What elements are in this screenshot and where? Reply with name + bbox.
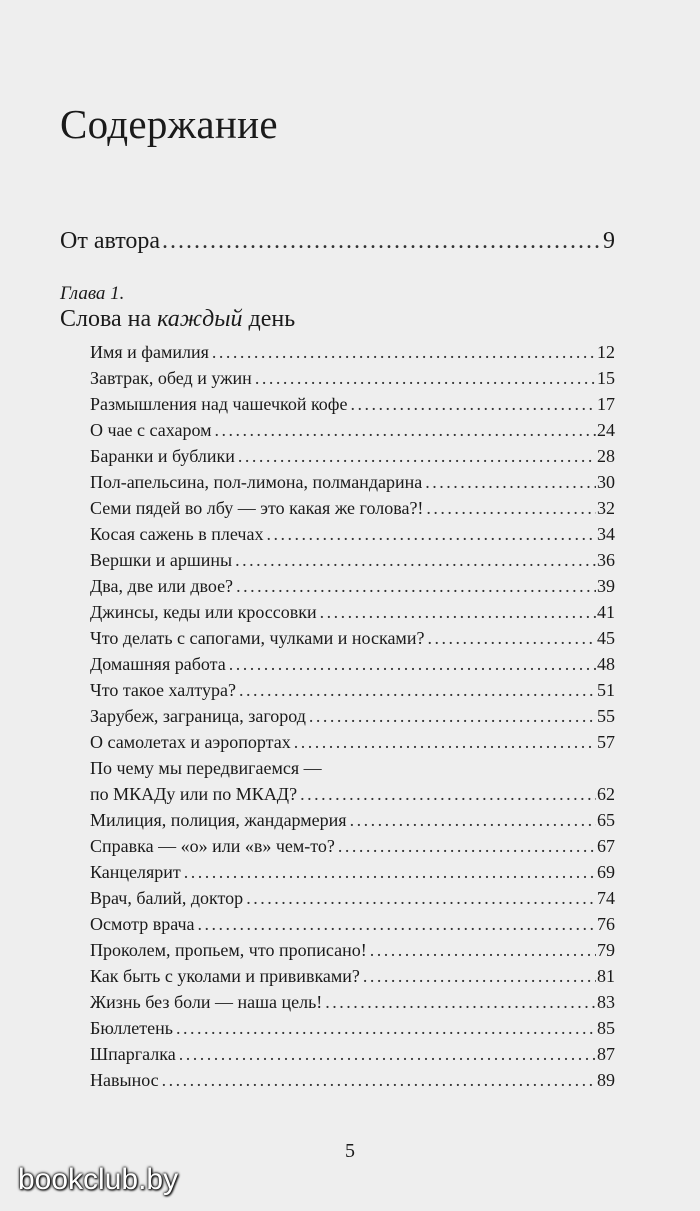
dot-leader — [239, 680, 596, 701]
dot-leader — [370, 940, 596, 961]
toc-entry-label: по МКАДу или по МКАД? — [90, 784, 298, 804]
toc-entry — [90, 498, 615, 524]
dot-leader — [238, 446, 596, 467]
toc-entry-label: Жизнь без боли — наша цель! — [90, 992, 323, 1012]
toc-entry-page: 89 — [597, 1070, 615, 1090]
toc-entry-label: Пол-апельсина, пол-лимона, полмандарина — [90, 472, 423, 492]
toc-entry-page: 81 — [597, 966, 615, 986]
toc-entry-label: Канцелярит — [90, 862, 181, 882]
toc-entry — [90, 472, 615, 498]
chapter-title — [60, 306, 295, 333]
toc-entry-page: 51 — [597, 680, 615, 700]
dot-leader — [320, 602, 596, 623]
toc-entry-label: Баранки и бублики — [90, 446, 235, 466]
toc-entry-label: Имя и фамилия — [90, 342, 209, 362]
toc-entry-page: 85 — [597, 1018, 615, 1038]
toc-entry — [90, 888, 615, 914]
dot-leader — [162, 1070, 596, 1091]
toc-entry-label: Завтрак, обед и ужин — [90, 368, 252, 388]
dot-leader — [266, 524, 596, 545]
toc-entry-page: 24 — [597, 420, 615, 440]
chapter-title-start: Слова на — [60, 306, 158, 332]
toc-entry — [90, 524, 615, 550]
dot-leader — [350, 810, 596, 831]
toc-entry-label: Как быть с уколами и прививками? — [90, 966, 360, 986]
toc-entry-label: Семи пядей во лбу — это какая же голова?! — [90, 498, 424, 518]
chapter-title-emphasis: каждый — [157, 306, 243, 332]
toc-entry-label: О самолетах и аэропортах — [90, 732, 291, 752]
toc-entry — [90, 966, 615, 992]
toc-entry-page: 45 — [597, 628, 615, 648]
dot-leader — [215, 420, 596, 441]
toc-entry — [90, 836, 615, 862]
toc-entry-page: 41 — [597, 602, 615, 622]
toc-entry-label: Размышления над чашечкой кофе — [90, 394, 348, 414]
toc-entry — [90, 628, 615, 654]
toc-entry-label: Вершки и аршины — [90, 550, 233, 570]
toc-entry — [90, 342, 615, 368]
toc-entry-page: 32 — [597, 498, 615, 518]
toc-entry-page: 74 — [597, 888, 615, 908]
toc-entry — [90, 394, 615, 420]
toc-entry — [90, 1018, 615, 1044]
dot-leader — [325, 992, 596, 1013]
toc-entry-label: От автора — [60, 228, 161, 254]
toc-entry — [90, 654, 615, 680]
toc-entry — [90, 602, 615, 628]
dot-leader — [179, 1044, 596, 1065]
dot-leader — [198, 914, 596, 935]
toc-entry — [90, 810, 615, 836]
dot-leader — [426, 498, 596, 519]
dot-leader — [294, 732, 596, 753]
toc-entry — [90, 940, 615, 966]
toc-entry-label: Врач, балий, доктор — [90, 888, 244, 908]
toc-entry-page: 83 — [597, 992, 615, 1012]
toc-entry — [90, 576, 615, 602]
dot-leader — [427, 628, 596, 649]
dot-leader — [363, 966, 596, 987]
dot-leader — [255, 368, 596, 389]
watermark-logo: bookclub.by — [18, 1163, 179, 1196]
toc-entry — [90, 550, 615, 576]
toc-entry-page: 76 — [597, 914, 615, 934]
toc-entry-label: Проколем, пропьем, что прописано! — [90, 940, 367, 960]
toc-entry — [90, 992, 615, 1018]
toc-entry-label: Бюллетень — [90, 1018, 173, 1038]
dot-leader — [338, 836, 596, 857]
chapter-number: Глава 1. — [60, 283, 125, 304]
toc-entry-label: Милиция, полиция, жандармерия — [90, 810, 347, 830]
toc-author-entry — [60, 228, 615, 255]
toc-entry-page: 79 — [597, 940, 615, 960]
toc-entry-page: 30 — [597, 472, 615, 492]
toc-entry-page: 15 — [597, 368, 615, 388]
toc-entry — [90, 706, 615, 732]
toc-entry-page: 28 — [597, 446, 615, 466]
toc-entry-page: 39 — [597, 576, 615, 596]
dot-leader — [309, 706, 596, 727]
toc-entry-page: 34 — [597, 524, 615, 544]
toc-entry-page: 17 — [597, 394, 615, 414]
toc-entry-label: Домашняя работа — [90, 654, 226, 674]
toc-entry — [90, 1070, 615, 1096]
toc-entry-page: 12 — [597, 342, 615, 362]
toc-entry-label: Зарубеж, заграница, загород — [90, 706, 306, 726]
dot-leader — [236, 576, 596, 597]
toc-entry-page: 9 — [603, 228, 615, 254]
toc-entry-label: Джинсы, кеды или кроссовки — [90, 602, 317, 622]
toc-entry — [90, 368, 615, 394]
toc-entry — [90, 758, 615, 784]
toc-entry-page: 62 — [597, 784, 615, 804]
toc-entry — [90, 1044, 615, 1070]
dot-leader — [246, 888, 596, 909]
toc-entry-label: Навынос — [90, 1070, 159, 1090]
dot-leader — [176, 1018, 596, 1039]
dot-leader — [425, 472, 596, 493]
dot-leader — [229, 654, 596, 675]
toc-entry-page: 57 — [597, 732, 615, 752]
toc-entry-label: Осмотр врача — [90, 914, 195, 934]
toc-entry-list — [90, 342, 615, 1096]
toc-entry — [90, 680, 615, 706]
toc-entry — [90, 420, 615, 446]
toc-entry — [90, 732, 615, 758]
dot-leader — [212, 342, 596, 363]
toc-entry — [90, 914, 615, 940]
toc-entry-page: 65 — [597, 810, 615, 830]
dot-leader — [235, 550, 596, 571]
toc-entry-page: 67 — [597, 836, 615, 856]
toc-entry-page: 36 — [597, 550, 615, 570]
chapter-title-end: день — [242, 306, 296, 332]
toc-entry-page: 48 — [597, 654, 615, 674]
toc-entry-page: 55 — [597, 706, 615, 726]
toc-entry-label: По чему мы передвигаемся — — [90, 758, 322, 778]
toc-entry-label: Справка — «о» или «в» чем-то? — [90, 836, 335, 856]
toc-entry-label: Что такое халтура? — [90, 680, 236, 700]
page-title: Содержание — [60, 101, 278, 147]
dot-leader — [162, 228, 601, 255]
dot-leader — [350, 394, 596, 415]
dot-leader — [300, 784, 596, 805]
toc-entry-label: О чае с сахаром — [90, 420, 212, 440]
dot-leader — [184, 862, 596, 883]
page-number: 5 — [345, 1140, 355, 1162]
toc-entry-label: Что делать с сапогами, чулками и носками? — [90, 628, 425, 648]
toc-entry-label: Шпаргалка — [90, 1044, 176, 1064]
toc-entry-label: Косая сажень в плечах — [90, 524, 264, 544]
toc-entry — [90, 784, 615, 810]
toc-entry-label: Два, две или двое? — [90, 576, 234, 596]
toc-entry-page: 87 — [597, 1044, 615, 1064]
toc-entry — [90, 446, 615, 472]
toc-entry-page: 69 — [597, 862, 615, 882]
toc-entry — [90, 862, 615, 888]
